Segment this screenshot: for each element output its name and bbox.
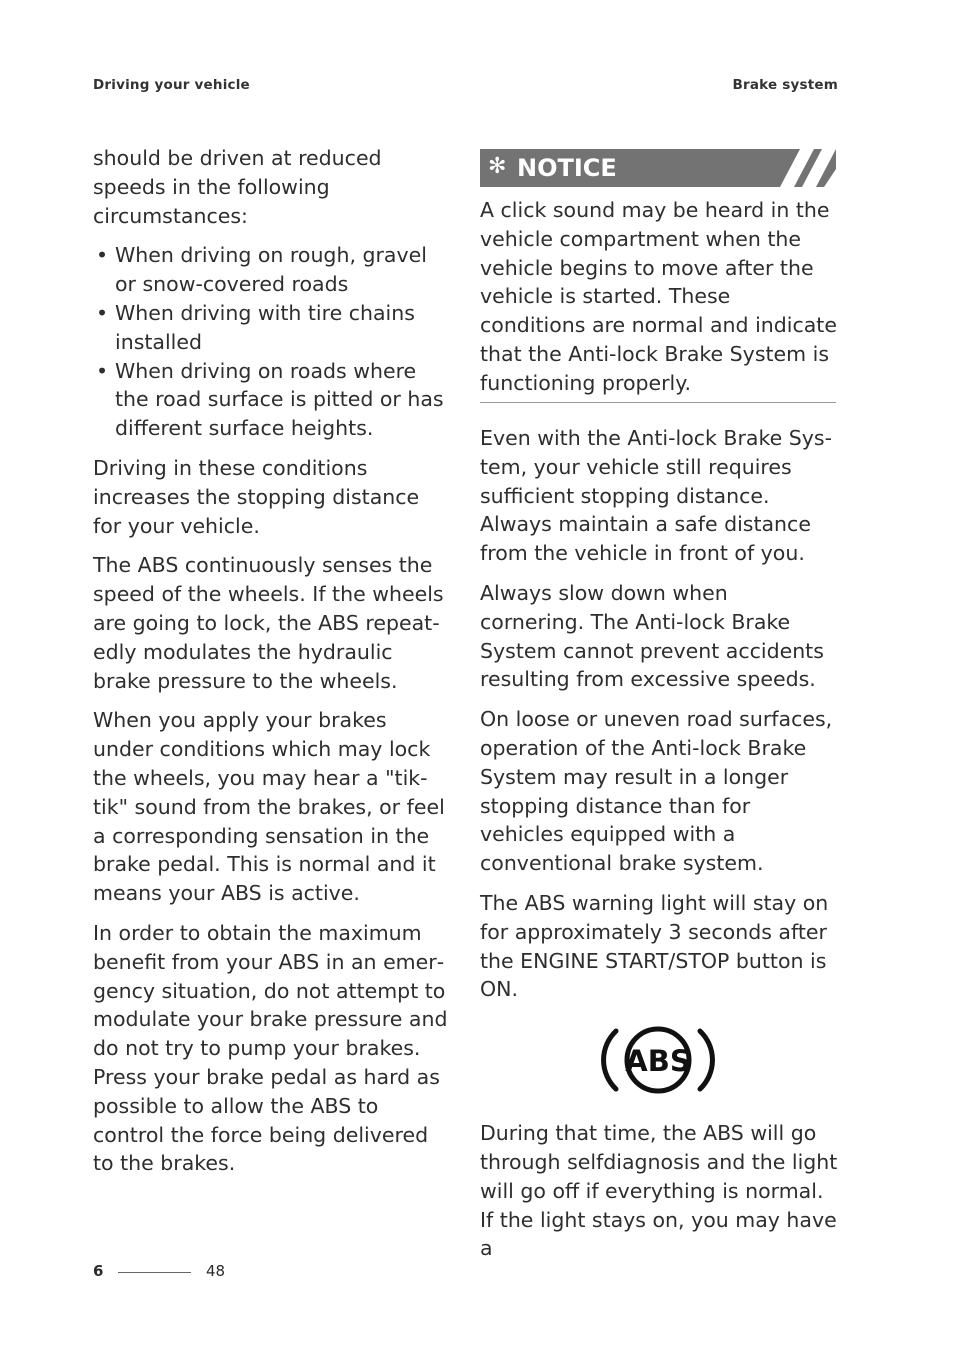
- body-paragraph: In order to obtain the maximum benefit from your ABS in an emergency situation, do not attempt to modulate your brake pressure and do not try to pump your brakes. Press your brake pedal as hard as possible to allow the ABS to control the force being delivered to the brakes.: [93, 920, 448, 1176]
- running-header-right: Brake system: [732, 77, 838, 93]
- notice-title: NOTICE: [517, 154, 617, 182]
- body-paragraph: Always slow down when cornering. The Anti-lock Brake System cannot prevent accidents resulting from excessive speeds.: [480, 580, 824, 692]
- left-column: [93, 144, 449, 1189]
- body-paragraph: When you apply your brakes under conditions which may lock the wheels, you may hear a "tik-tik" sound from the brakes, or feel a corresponding sensation in the brake pedal. This is normal and it means your ABS is active.: [93, 708, 445, 906]
- notice-bar: [480, 149, 836, 187]
- bullet-icon: •: [96, 243, 109, 268]
- list-item: • When driving on rough, gravel or snow-covered roads: [96, 243, 427, 297]
- bullet-icon: •: [96, 358, 109, 383]
- asterisk-icon: ✻: [488, 154, 507, 179]
- abs-warning-light-icon: [598, 1021, 718, 1099]
- list-item: • When driving with tire chains installed: [96, 300, 415, 354]
- body-paragraph: The ABS warning light will stay on for approximately 3 seconds after the ENGINE START/STOP button is ON.: [480, 890, 829, 1002]
- intro-paragraph: should be driven at reduced speeds in the following circumstances:: [93, 146, 382, 228]
- stripes-icon: [772, 149, 836, 187]
- page-number: 48: [206, 1262, 226, 1280]
- list-item: • When driving on roads where the road surface is pitted or has different surface heights.: [96, 358, 444, 441]
- notice-divider: [480, 402, 836, 403]
- body-paragraph: During that time, the ABS will go through selfdiagnosis and the light will go off if everything is normal. If the light stays on, you may have a: [480, 1121, 838, 1261]
- body-paragraph: Even with the Anti-lock Brake System, your vehicle still requires sufficient stopping distance. Always maintain a safe distance from the vehicle in front of you.: [480, 426, 832, 566]
- bullet-icon: •: [96, 300, 109, 325]
- body-paragraph: The ABS continuously senses the speed of the wheels. If the wheels are going to lock, the ABS repeatedly modulates the hydraulic brake pressure to the wheels.: [93, 553, 444, 693]
- right-column: [480, 424, 838, 1274]
- notice-body: [480, 196, 838, 409]
- running-header-left: Driving your vehicle: [93, 77, 250, 93]
- notice-text: A click sound may be heard in the vehicle compartment when the vehicle begins to move after the vehicle is started. These conditions are normal and indicate that the Anti-lock Brake System is functioning properly.: [480, 198, 837, 395]
- conditions-list: [93, 241, 449, 443]
- chapter-number: 6: [93, 1262, 104, 1280]
- body-paragraph: Driving in these conditions increases the stopping distance for your vehicle.: [93, 455, 420, 538]
- footer-divider: [118, 1272, 191, 1273]
- abs-label: ABS: [625, 1044, 691, 1078]
- body-paragraph: On loose or uneven road surfaces, operation of the Anti-lock Brake System may result in a longer stopping distance than for vehicles equipped with a conventional brake system.: [480, 707, 833, 876]
